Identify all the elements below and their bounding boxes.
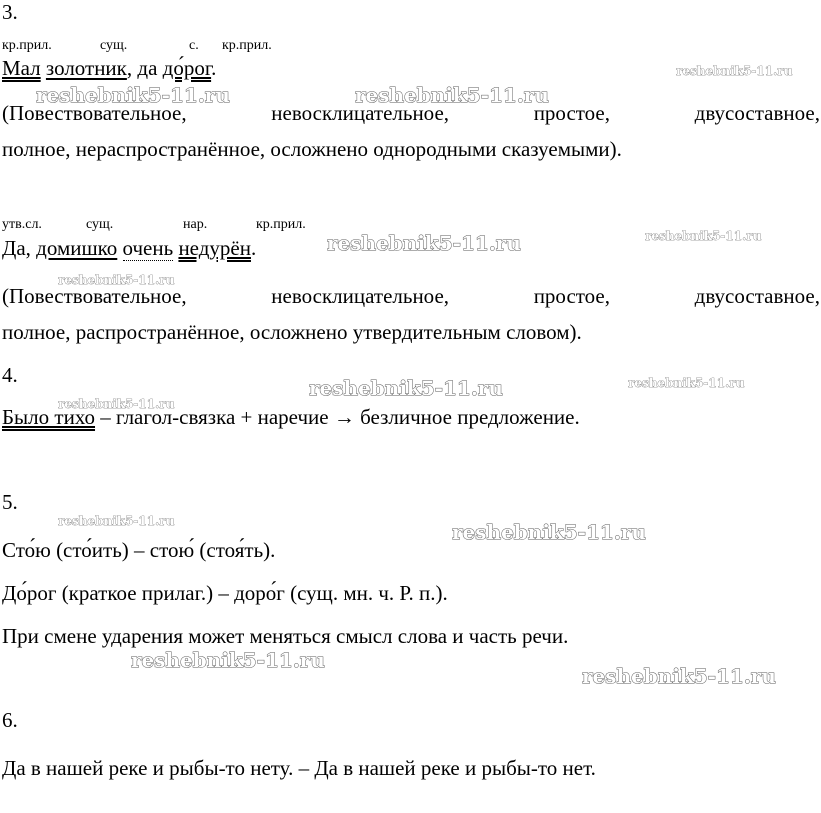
label-sushch: сущ. (100, 38, 128, 53)
predicate-mal: Мал (2, 56, 41, 80)
watermark: reshebnik5-11.ru (58, 273, 175, 287)
desc-word: (Повествовательное, (2, 284, 187, 308)
label-kr-pril-1: кр.прил. (2, 38, 52, 53)
label-kr-pril-2: кр.прил. (222, 38, 272, 53)
watermark: reshebnik5-11.ru (628, 376, 745, 390)
exercise-4-explanation: – глагол-связка + наречие → безличное предложение. (95, 405, 580, 429)
period: . (211, 56, 217, 80)
desc-word: невосклицательное, (271, 101, 450, 125)
description-1-line2: полное, нераспространённое, осложнено однородными сказуемыми). (2, 137, 622, 161)
sentence-2 (2, 236, 256, 260)
desc-word: двусоставное, (694, 284, 820, 308)
description-2-line1 (2, 284, 820, 308)
predicate-dorog: до́рог (162, 56, 212, 80)
exercise-5-line3: При смене ударения может меняться смысл слова и часть речи. (2, 624, 569, 648)
watermark: reshebnik5-11.ru (582, 664, 776, 688)
exercise-5-line1: Сто́ю (сто́ить) – стою́ (стоя́ть). (2, 538, 276, 562)
word-da: Да (2, 236, 26, 260)
watermark: reshebnik5-11.ru (58, 514, 175, 528)
exercise-3-number: 3. (2, 0, 18, 24)
desc-word: простое, (533, 284, 610, 308)
description-2-line2: полное, распространённое, осложнено утвердительным словом). (2, 320, 582, 344)
watermark: reshebnik5-11.ru (58, 397, 175, 411)
watermark: reshebnik5-11.ru (676, 64, 793, 78)
watermark: reshebnik5-11.ru (645, 229, 762, 243)
label-kr-pril-3: кр.прил. (256, 217, 306, 232)
comma: , (25, 236, 37, 260)
exercise-6-number: 6. (2, 708, 18, 732)
label-s: с. (189, 38, 199, 53)
exercise-5-number: 5. (2, 490, 18, 514)
exercise-5-line2: До́рог (краткое прилаг.) – доро́г (сущ. мн. ч. Р. п.). (2, 581, 448, 605)
predicate-nedurion: недурён (178, 236, 251, 260)
watermark: reshebnik5-11.ru (131, 648, 325, 672)
space (117, 236, 122, 260)
exercise-4-number: 4. (2, 363, 18, 387)
conjunction-da: , да (126, 56, 163, 80)
sentence-1 (2, 56, 216, 80)
desc-word: невосклицательное, (271, 284, 450, 308)
label-sushch-2: сущ. (86, 217, 114, 232)
watermark: reshebnik5-11.ru (327, 231, 521, 255)
label-utv-sl: утв.сл. (2, 217, 42, 232)
watermark: reshebnik5-11.ru (36, 83, 230, 107)
label-nar: нар. (183, 217, 208, 232)
predicate-bylo-tikho: Было тихо (2, 405, 96, 429)
desc-word: (Повествовательное, (2, 101, 187, 125)
subject-domishko: домишко (36, 236, 118, 260)
adverb-ochen: очень (122, 236, 174, 260)
watermark: reshebnik5-11.ru (452, 520, 646, 544)
desc-word: простое, (533, 101, 610, 125)
period: . (250, 236, 257, 260)
desc-word: двусоставное, (694, 101, 820, 125)
exercise-6-line1: Да в нашей реке и рыбы-то нету. – Да в нашей реке и рыбы-то нет. (2, 756, 596, 780)
watermark: reshebnik5-11.ru (309, 376, 503, 400)
subject-zolotnik: золотник (45, 56, 127, 80)
watermark: reshebnik5-11.ru (355, 83, 549, 107)
